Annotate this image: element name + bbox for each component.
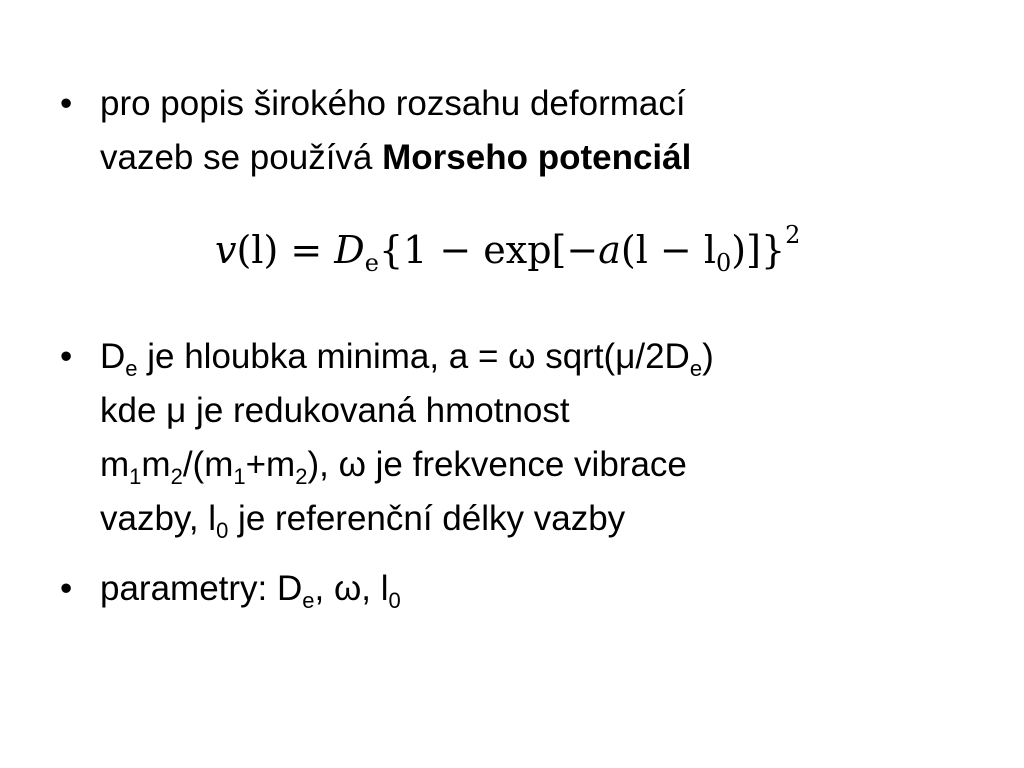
text-span: vazby, l (100, 499, 217, 538)
text-span: D (100, 337, 126, 376)
bullet-line (100, 562, 960, 616)
subscript: 0 (388, 588, 401, 613)
text-span: ) (702, 337, 714, 376)
formula-exponent: 2 (785, 221, 801, 249)
formula-part: (l − l (620, 228, 717, 272)
text-span: vazeb se používá (100, 138, 383, 177)
text-span: pro popis širokého rozsahu deformací (100, 84, 686, 123)
text-span: /(m (182, 445, 234, 484)
subscript: 2 (295, 464, 308, 489)
bullet-line (100, 492, 960, 546)
bullet-line (100, 131, 960, 185)
text-span: kde μ je redukovaná hmotnost (100, 391, 570, 430)
text-span: +m (245, 445, 296, 484)
formula-part: = (278, 228, 335, 272)
text-span: m (141, 445, 171, 484)
formula-part: (l) (236, 228, 279, 272)
text-span: je referenční délky vazby (228, 499, 626, 538)
text-span: , ω, l (314, 569, 389, 608)
formula-symbol: D (334, 228, 365, 272)
formula-subscript: e (364, 249, 379, 277)
bullet-line (100, 384, 960, 438)
bullet-dot-icon: • (60, 337, 73, 376)
formula-symbol: a (598, 228, 621, 272)
bullet-dot-icon: • (60, 84, 73, 123)
bullet-line (100, 77, 960, 131)
bullet-line (100, 330, 960, 384)
subscript: 1 (233, 464, 246, 489)
text-span: parametry: D (100, 569, 303, 608)
formula-part: {1 − exp[− (378, 228, 599, 272)
subscript: 1 (129, 464, 142, 489)
subscript: 0 (216, 518, 229, 543)
formula-symbol: v (215, 228, 237, 272)
subscript: e (125, 356, 138, 381)
subscript: e (689, 356, 703, 381)
bullet-dot-icon: • (60, 569, 73, 608)
morse-potential-formula (215, 210, 815, 290)
bullet-text (100, 77, 960, 185)
subscript: e (302, 588, 315, 613)
text-span: m (100, 445, 130, 484)
bullet-text (100, 562, 960, 616)
formula-subscript: 0 (716, 249, 732, 277)
text-span: je hloubka minima, a = ω sqrt(μ/2D (137, 337, 690, 376)
bold-term: Morseho potenciál (382, 138, 692, 177)
bullet-line (100, 438, 960, 492)
formula-part: )]} (731, 228, 786, 272)
text-span: ), ω je frekvence vibrace (307, 445, 687, 484)
bullet-text (100, 330, 960, 546)
subscript: 2 (170, 464, 183, 489)
